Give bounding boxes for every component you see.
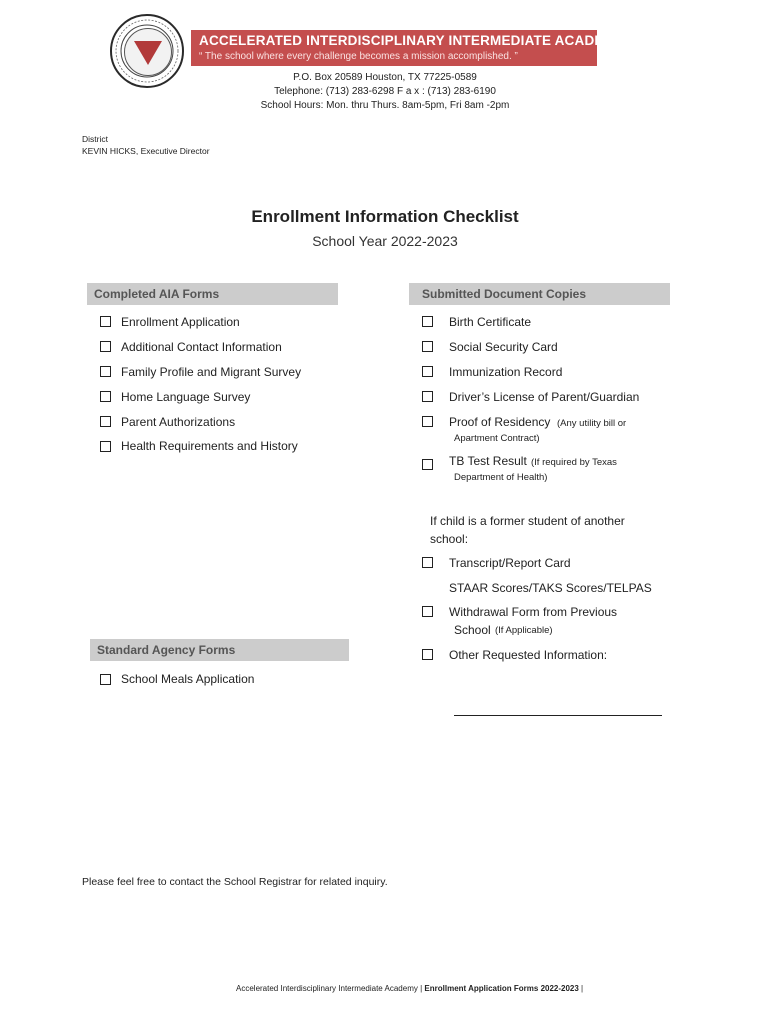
social-security-checkbox[interactable] [422, 341, 433, 352]
checklist-item: Health Requirements and History [121, 439, 298, 453]
withdrawal-note: (If Applicable) [495, 625, 553, 636]
checklist-item: Social Security Card [449, 340, 558, 354]
seal-emblem [124, 28, 172, 76]
checklist-item: Enrollment Application [121, 315, 240, 329]
checklist-item: Transcript/Report Card [449, 556, 571, 570]
checklist-item: Additional Contact Information [121, 340, 282, 354]
proof-of-residency-checkbox[interactable] [422, 416, 433, 427]
drivers-license-checkbox[interactable] [422, 391, 433, 402]
parent-authorizations-checkbox[interactable] [100, 416, 111, 427]
health-requirements-checkbox[interactable] [100, 441, 111, 452]
checklist-item: Parent Authorizations [121, 415, 236, 429]
page-footer [236, 984, 583, 993]
seal-triangle-icon [134, 41, 162, 65]
phone-fax-line: Telephone: (713) 283-6298 F a x : (713) 283-6190 [274, 86, 496, 97]
footer-doc: Enrollment Application Forms 2022-2023 [424, 984, 579, 993]
contact-information-checkbox[interactable] [100, 341, 111, 352]
completed-forms-heading: Completed AIA Forms [94, 287, 220, 301]
checklist-item: TB Test Result [449, 454, 527, 468]
withdrawal-form-checkbox[interactable] [422, 606, 433, 617]
former-student-text: If child is a former student of another [430, 514, 625, 528]
transcript-checkbox[interactable] [422, 557, 433, 568]
footer-org: Accelerated Interdisciplinary Intermediate Academy [236, 984, 418, 993]
home-language-checkbox[interactable] [100, 391, 111, 402]
checklist-item: Other Requested Information: [449, 648, 608, 662]
school-meals-checkbox[interactable] [100, 674, 111, 685]
checklist-item: Family Profile and Migrant Survey [121, 365, 302, 379]
footer-separator: | [417, 984, 425, 993]
residency-note: (Any utility bill or [557, 418, 627, 429]
checklist-item: Withdrawal Form from Previous [449, 605, 618, 619]
checklist-item: Immunization Record [449, 365, 563, 379]
staar-scores-text: STAAR Scores/TAKS Scores/TELPAS [449, 581, 652, 595]
page-title: Enrollment Information Checklist [251, 207, 519, 226]
family-profile-checkbox[interactable] [100, 366, 111, 377]
withdrawal-school-text: School [454, 623, 491, 637]
submitted-copies-heading: Submitted Document Copies [422, 287, 587, 301]
enrollment-application-checkbox[interactable] [100, 316, 111, 327]
footer-end: | [578, 984, 584, 993]
tb-test-checkbox[interactable] [422, 459, 433, 470]
academy-tagline: “ The school where every challenge becomes a mission accomplished. ” [199, 51, 518, 62]
other-information-checkbox[interactable] [422, 649, 433, 660]
executive-director: KEVIN HICKS, Executive Director [82, 146, 210, 156]
former-student-text-cont: school: [430, 532, 469, 546]
checklist-item: School Meals Application [121, 672, 255, 686]
address-line: P.O. Box 20589 Houston, TX 77225-0589 [293, 72, 477, 83]
immunization-checkbox[interactable] [422, 366, 433, 377]
district-label: District [82, 134, 108, 144]
school-year: School Year 2022-2023 [312, 233, 458, 249]
checklist-item: Proof of Residency [449, 415, 551, 429]
other-information-line[interactable] [454, 715, 662, 716]
tb-note: (If required by Texas [531, 457, 617, 468]
checklist-item: Driver’s License of Parent/Guardian [449, 390, 640, 404]
checklist-item: Home Language Survey [121, 390, 251, 404]
checklist-item: Birth Certificate [449, 315, 532, 329]
residency-note-cont: Apartment Contract) [454, 433, 540, 444]
agency-forms-heading: Standard Agency Forms [97, 643, 236, 657]
birth-certificate-checkbox[interactable] [422, 316, 433, 327]
registrar-contact-note: Please feel free to contact the School Registrar for related inquiry. [82, 876, 388, 888]
academy-name: ACCELERATED INTERDISCIPLINARY INTERMEDIATE ACADEMY [199, 33, 625, 48]
tb-note-cont: Department of Health) [454, 472, 548, 483]
school-hours-line: School Hours: Mon. thru Thurs. 8am-5pm, Fri 8am -2pm [260, 100, 510, 111]
